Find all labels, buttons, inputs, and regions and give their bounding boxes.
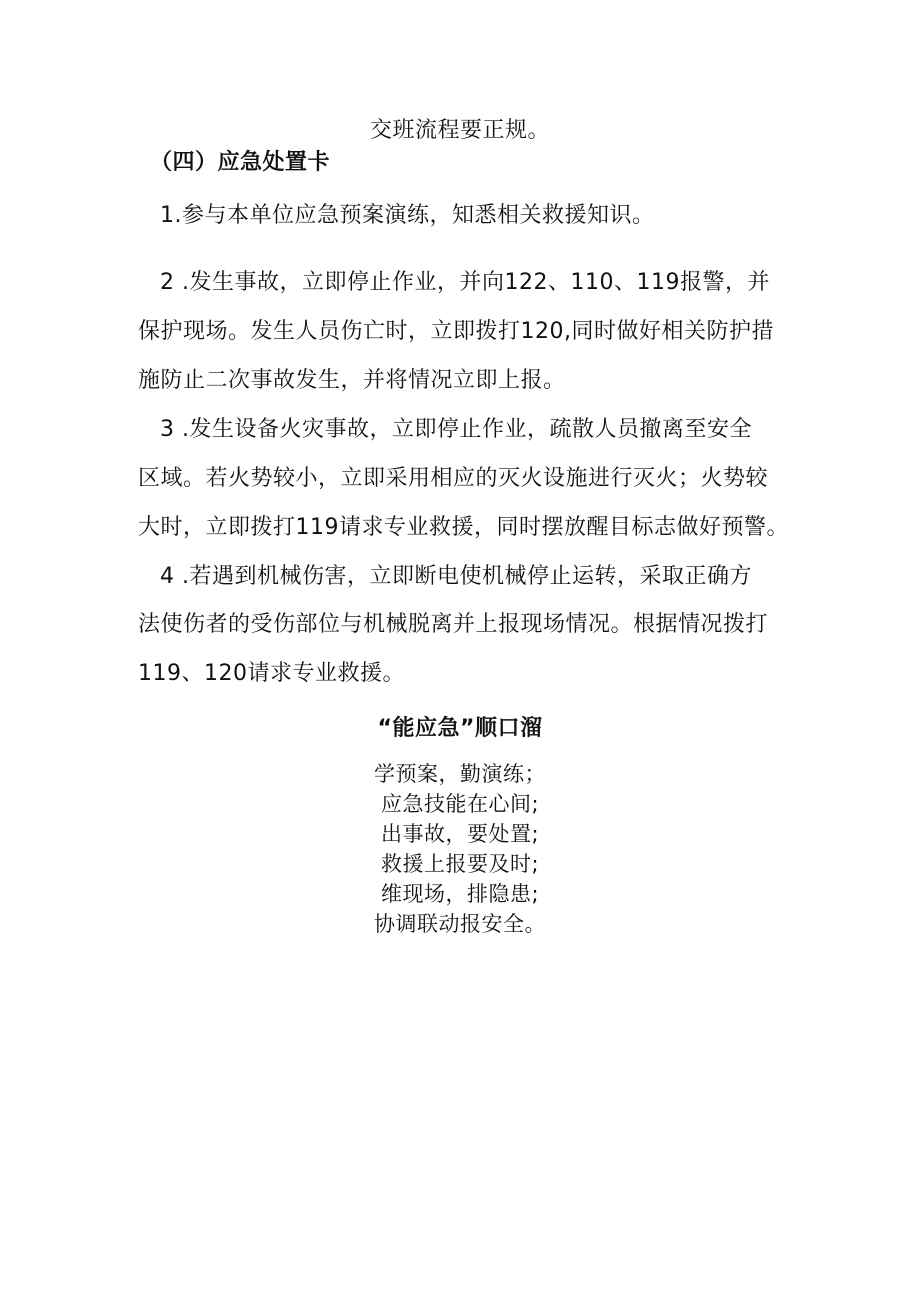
rhyme-line-3: 出事故，要处置; — [380, 822, 540, 846]
rhyme-title: “能应急”顺口溜 — [377, 716, 543, 741]
item-2-line-2: 保护现场。发生人员伤亡时，立即拨打120,同时做好相关防护措 — [138, 319, 774, 344]
rhyme-line-1: 学预案，勤演练； — [374, 762, 546, 786]
item-2-line-3: 施防止二次事故发生，并将情况立即上报。 — [138, 368, 566, 393]
section-heading: （四）应急处置卡 — [150, 150, 331, 175]
item-3-line-3: 大时，立即拨打119请求专业救援，同时摆放醒目标志做好预警。 — [138, 515, 789, 540]
item-2-line-1: 2 .发生事故，立即停止作业，并向122、110、119报警，并 — [160, 270, 770, 295]
rhyme-line-5: 维现场，排隐患; — [380, 882, 540, 906]
rhyme-line-6: 协调联动报安全。 — [374, 912, 546, 936]
item-1-text: 1.参与本单位应急预案演练，知悉相关救援知识。 — [160, 203, 655, 228]
item-4-line-2: 法使伤者的受伤部位与机械脱离并上报现场情况。根据情况拨打 — [138, 612, 769, 637]
item-3-line-1: 3 .发生设备火灾事故，立即停止作业，疏散人员撤离至安全 — [160, 417, 752, 442]
rhyme-line-2: 应急技能在心间; — [380, 792, 540, 816]
item-4-line-3: 119、120请求专业救援。 — [138, 661, 405, 686]
item-3-line-2: 区域。若火势较小，立即采用相应的灭火设施进行灭火；火势较 — [138, 466, 769, 491]
rhyme-line-4: 救援上报要及时; — [380, 852, 540, 876]
intro-tail-text: 交班流程要正规。 — [369, 118, 550, 143]
item-4-line-1: 4 .若遇到机械伤害，立即断电使机械停止运转，采取正确方 — [160, 564, 752, 589]
